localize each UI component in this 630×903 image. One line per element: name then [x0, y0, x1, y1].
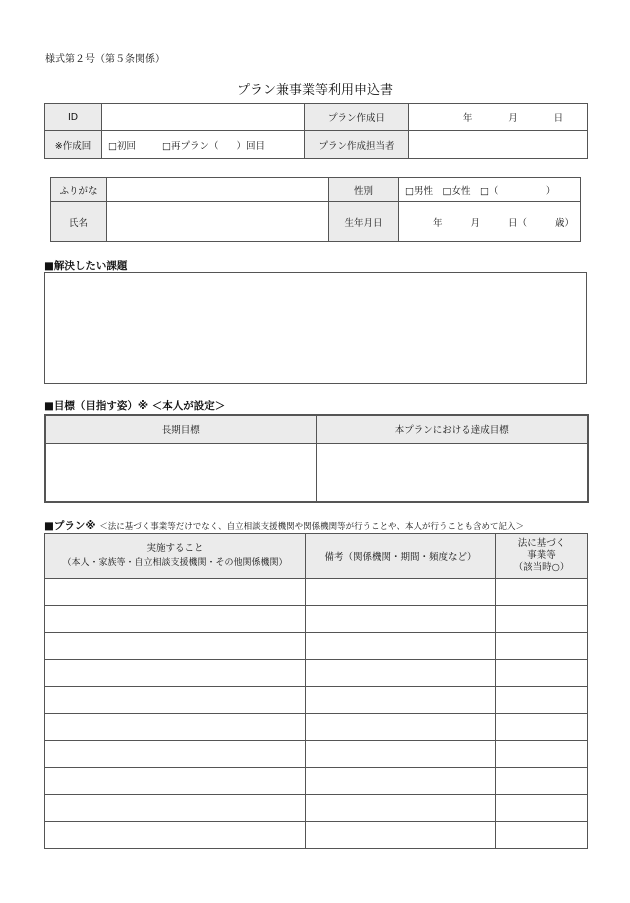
- name-label: 氏名: [51, 202, 107, 242]
- plan-remarks-cell[interactable]: [306, 660, 496, 687]
- plan-action-header-line2: （本人・家族等・自立相談支援機関・その他関係機関）: [62, 558, 288, 568]
- plan-row: [45, 660, 588, 687]
- plan-action-cell[interactable]: [45, 579, 306, 606]
- birth-date-field[interactable]: [399, 202, 581, 242]
- gender-options[interactable]: □男性 □女性 □（ ）: [399, 178, 581, 202]
- plan-remarks-cell[interactable]: [306, 795, 496, 822]
- plan-row: [45, 606, 588, 633]
- plan-section-note: ＜法に基づく事業等だけでなく、自立相談支援機関や関係機関等が行うことや、本人が行うことも含めて記入＞: [99, 522, 524, 532]
- plan-legal-service-cell[interactable]: [496, 660, 588, 687]
- plan-legal-service-cell[interactable]: [496, 795, 588, 822]
- plan-legal-service-cell[interactable]: [496, 822, 588, 849]
- plan-legal-service-cell[interactable]: [496, 687, 588, 714]
- plan-legal-service-header-line1: 法に基づく: [517, 538, 566, 549]
- plan-legal-service-cell[interactable]: [496, 741, 588, 768]
- plan-action-cell[interactable]: [45, 714, 306, 741]
- birth-year-label: 年: [433, 217, 443, 229]
- plan-row: [45, 687, 588, 714]
- plan-action-cell[interactable]: [45, 633, 306, 660]
- created-date-field[interactable]: [409, 104, 588, 131]
- id-label: ID: [45, 104, 102, 131]
- furigana-field[interactable]: [107, 178, 329, 202]
- plan-legal-service-cell[interactable]: [496, 714, 588, 741]
- plan-action-header-line1: 実施すること: [146, 543, 204, 554]
- plan-legal-service-cell[interactable]: [496, 768, 588, 795]
- long-term-goal-field[interactable]: [45, 443, 316, 502]
- plan-remarks-cell[interactable]: [306, 579, 496, 606]
- plan-row: [45, 633, 588, 660]
- plan-action-header: [45, 534, 306, 579]
- creator-field[interactable]: [409, 131, 588, 159]
- plan-action-cell[interactable]: [45, 660, 306, 687]
- plan-legal-service-header: [496, 534, 588, 579]
- plan-remarks-cell[interactable]: [306, 687, 496, 714]
- date-day-label: 日: [553, 113, 564, 124]
- plan-row: [45, 741, 588, 768]
- plan-remarks-cell[interactable]: [306, 741, 496, 768]
- plan-remarks-cell[interactable]: [306, 633, 496, 660]
- plan-remarks-cell[interactable]: [306, 714, 496, 741]
- name-field[interactable]: [107, 202, 329, 242]
- plan-goal-header: 本プランにおける達成目標: [316, 415, 588, 443]
- plan-legal-service-cell[interactable]: [496, 606, 588, 633]
- plan-legal-service-cell[interactable]: [496, 633, 588, 660]
- plan-action-cell[interactable]: [45, 822, 306, 849]
- plan-action-cell[interactable]: [45, 606, 306, 633]
- plan-row: [45, 822, 588, 849]
- created-count-field[interactable]: [102, 131, 305, 159]
- re-plan-checkbox[interactable]: □再プラン（: [161, 140, 219, 152]
- plan-table: [44, 533, 588, 849]
- plan-legal-service-header-line3: （該当時○）: [513, 562, 570, 573]
- person-info-table: [50, 177, 581, 242]
- birth-age-label: 歳）: [554, 217, 574, 229]
- birth-month-label: 月: [470, 217, 480, 229]
- furigana-label: ふりがな: [51, 178, 107, 202]
- re-plan-count-suffix: ）回目: [236, 140, 265, 152]
- form-number: 様式第２号（第５条関係）: [45, 54, 165, 65]
- plan-row: [45, 795, 588, 822]
- plan-remarks-cell[interactable]: [306, 606, 496, 633]
- plan-remarks-cell[interactable]: [306, 768, 496, 795]
- page-title: プラン兼事業等利用申込書: [236, 83, 393, 98]
- date-month-label: 月: [508, 113, 518, 124]
- plan-row: [45, 714, 588, 741]
- issues-textarea[interactable]: [44, 272, 587, 384]
- plan-info-table: [44, 103, 588, 159]
- plan-legal-service-cell[interactable]: [496, 579, 588, 606]
- gender-label: 性別: [329, 178, 399, 202]
- plan-action-cell[interactable]: [45, 795, 306, 822]
- first-time-checkbox[interactable]: □初回: [108, 140, 136, 152]
- goals-section-title: ■目標（目指す姿）※ ＜本人が設定＞: [44, 400, 226, 412]
- created-count-label: ※作成回: [45, 131, 102, 159]
- issues-section-title: ■解決したい課題: [44, 260, 128, 272]
- long-term-goal-header: 長期目標: [45, 415, 316, 443]
- birth-date-label: 生年月日: [329, 202, 399, 242]
- date-year-label: 年: [462, 113, 473, 124]
- created-date-label: プラン作成日: [305, 104, 409, 131]
- plan-remarks-cell[interactable]: [306, 822, 496, 849]
- plan-section-title: [44, 518, 524, 533]
- plan-row: [45, 579, 588, 606]
- goals-table: [44, 414, 589, 503]
- plan-action-cell[interactable]: [45, 768, 306, 795]
- creator-label: プラン作成担当者: [305, 131, 409, 159]
- plan-row: [45, 768, 588, 795]
- plan-section-heading: ■プラン※: [44, 520, 96, 532]
- plan-remarks-header: 備考（関係機関・期間・頻度など）: [306, 534, 496, 579]
- id-field[interactable]: [102, 104, 305, 131]
- plan-legal-service-header-line2: 事業等: [527, 550, 556, 561]
- plan-action-cell[interactable]: [45, 687, 306, 714]
- plan-goal-field[interactable]: [316, 443, 588, 502]
- plan-action-cell[interactable]: [45, 741, 306, 768]
- birth-day-label: 日（: [507, 217, 527, 229]
